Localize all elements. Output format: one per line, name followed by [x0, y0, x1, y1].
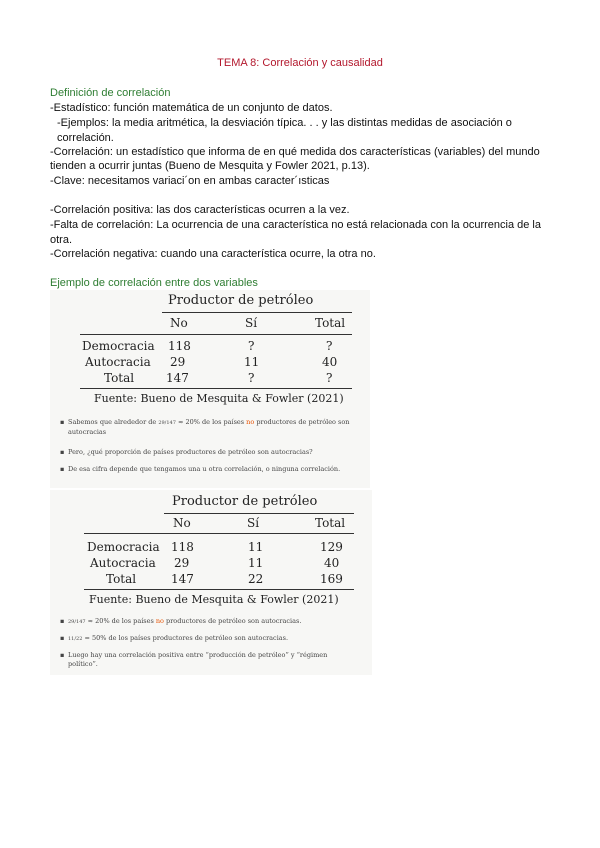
cell-value: 11	[248, 540, 264, 554]
cell-value: 118	[168, 339, 191, 353]
row-label: Total	[104, 371, 135, 385]
table-source: Fuente: Bueno de Mesquita & Fowler (2021)	[94, 392, 344, 405]
table-source: Fuente: Bueno de Mesquita & Fowler (2021)	[89, 593, 339, 606]
table-title: Productor de petróleo	[168, 293, 314, 308]
cell-value: 118	[171, 540, 194, 554]
cell-value: 11	[248, 556, 264, 570]
cell-value: ?	[248, 371, 255, 385]
text-line: -Falta de correlación: La ocurrencia de una característica no está relacionada con la ocurrencia de la	[50, 219, 541, 231]
col-header-total: Total	[315, 316, 346, 330]
cell-value: ?	[248, 339, 255, 353]
text-line: -Correlación positiva: las dos características ocurren a la vez.	[50, 204, 350, 216]
text-line: tienden a ocurrir juntas (Bueno de Mesquita y Fowler 2021, p.13).	[50, 160, 370, 172]
col-header-no: No	[170, 316, 188, 330]
document-title: TEMA 8: Correlación y causalidad	[217, 57, 383, 69]
text-line: -Ejemplos: la media aritmética, la desviación típica. . . y las distintas medidas de asociación o	[57, 117, 512, 129]
table-rule	[84, 533, 354, 534]
text-line: otra.	[50, 234, 73, 246]
cell-value: ?	[326, 339, 333, 353]
table-rule	[162, 312, 352, 313]
table-rule	[80, 334, 352, 335]
cell-value: 29	[170, 355, 186, 369]
row-label: Autocracia	[90, 556, 156, 570]
cell-value: 22	[248, 572, 264, 586]
text-line: correlación.	[57, 132, 114, 144]
slide-image-2: Productor de petróleo No Sí Total Democracia 118 11 129 Autocracia 29 11 40 Total 147 22 169 Fuente: Bueno de Mesquita & Fowler (2021) ▪ 29/147 ≈ 20% de los países no productores de petróleo son autocracias. ▪ 11/22 = 50% de los países productores de petróleo son autocracias. ▪ Luego hay una correlación positiva entre “producción de petróleo” y “régimen político”.	[50, 490, 372, 675]
text-line: -Estadístico: función matemática de un conjunto de datos.	[50, 102, 333, 114]
col-header-total: Total	[315, 516, 346, 530]
cell-value: 29	[174, 556, 190, 570]
col-header-si: Sí	[245, 316, 258, 330]
table-rule	[164, 513, 354, 514]
row-label: Autocracia	[85, 355, 151, 369]
row-label: Total	[106, 572, 137, 586]
slide-bullet: ▪ Sabemos que alrededor de 29/147 ≈ 20% de los países no productores de petróleo son autocracias	[60, 418, 350, 436]
table-title: Productor de petróleo	[172, 494, 318, 509]
slide-image-1: Productor de petróleo No Sí Total Democracia 118 ? ? Autocracia 29 11 40 Total 147 ? ? Fuente: Bueno de Mesquita & Fowler (2021) ▪ Sabemos que alrededor de 29/147 ≈ 20% de los países no productores de petróleo son autocracias ▪ Pero, ¿qué proporción de países productores de petróleo son autocracias? ▪ De esa cifra depende que tengamos una u otra correlación, o ninguna correlación.	[50, 290, 370, 488]
section-heading-definition: Definición de correlación	[50, 87, 171, 99]
cell-value: 40	[322, 355, 338, 369]
col-header-no: No	[173, 516, 191, 530]
cell-value: 169	[320, 572, 343, 586]
cell-value: ?	[326, 371, 333, 385]
table-rule	[80, 388, 352, 389]
text-line: -Clave: necesitamos variaci´on en ambas caracter´ısticas	[50, 175, 330, 187]
col-header-si: Sí	[247, 516, 260, 530]
text-line: -Correlación: un estadístico que informa de en qué medida dos características (variables) del mundo	[50, 146, 540, 158]
cell-value: 11	[244, 355, 260, 369]
row-label: Democracia	[82, 339, 155, 353]
cell-value: 147	[171, 572, 194, 586]
cell-value: 147	[166, 371, 189, 385]
table-rule	[84, 589, 354, 590]
text-line: -Correlación negativa: cuando una característica ocurre, la otra no.	[50, 248, 376, 260]
cell-value: 40	[324, 556, 340, 570]
row-label: Democracia	[87, 540, 160, 554]
section-heading-example: Ejemplo de correlación entre dos variables	[50, 277, 258, 289]
cell-value: 129	[320, 540, 343, 554]
slide-bullet: ▪ Luego hay una correlación positiva entre “producción de petróleo” y “régimen político”.	[60, 651, 328, 668]
